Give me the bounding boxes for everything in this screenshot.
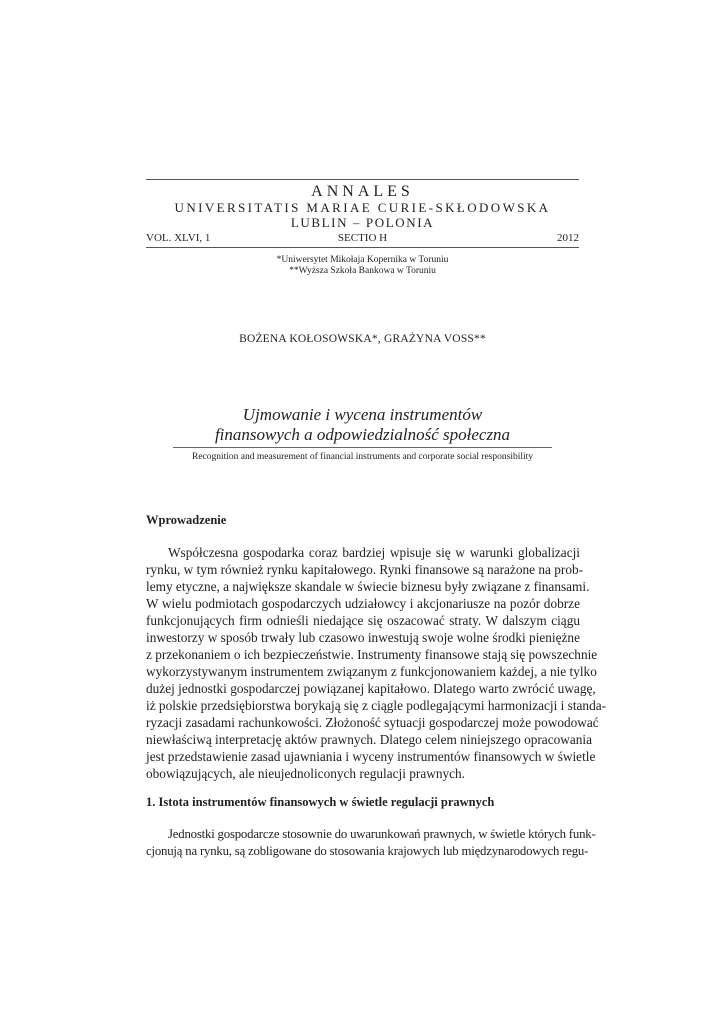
- intro-line: obowiązujących, ale nieujednoliconych regulacji prawnych.: [146, 766, 465, 781]
- intro-line: niewłaściwą interpretację aktów prawnych. Dlatego celem niniejszego opracowania: [146, 732, 592, 747]
- intro-line: z przekonaniem o ich bezpieczeństwie. Instrumenty finansowe stają się powszechnie: [146, 647, 598, 662]
- article-title-line-1: Ujmowanie i wycena instrumentów: [242, 405, 483, 424]
- intro-line: Współczesna gospodarka coraz bardziej wpisuje się w warunki globalizacji: [168, 545, 580, 560]
- affiliation-1: *Uniwersytet Mikołaja Kopernika w Toruniu: [276, 255, 449, 265]
- intro-line: rynku, w tym również rynku kapitałowego. Rynki finansowe są narażone na prob-: [146, 562, 584, 577]
- section-1-paragraph: [146, 826, 596, 860]
- affiliation-2: **Wyższa Szkoła Bankowa w Toruniu: [289, 266, 436, 276]
- authors: BOŻENA KOŁOSOWSKA*, GRAŻYNA VOSS**: [239, 333, 486, 345]
- header-bottom-rule: [146, 247, 579, 248]
- intro-paragraph: [146, 544, 607, 782]
- volume-label: VOL. XLVI, 1: [146, 232, 211, 244]
- year-label: 2012: [557, 232, 579, 244]
- intro-line: lemy etyczne, a największe skandale w świecie biznesu były związane z finansami.: [146, 579, 590, 594]
- intro-line: funkcjonujących firm odnieśli niedające się oszacować straty. W dalszym ciągu: [146, 613, 580, 628]
- english-title: Recognition and measurement of financial instruments and corporate social responsibility: [191, 452, 534, 462]
- intro-line: jest przedstawienie zasad ujawniania i wyceny instrumentów finansowych w świetle: [146, 749, 596, 764]
- intro-line: iż polskie przedsiębiorstwa borykają się z ciągle podlegającymi harmonizacji i standa-: [146, 698, 607, 713]
- title-rule: [173, 447, 552, 448]
- intro-line: wykorzystywanym instrumentem związanym z funkcjonowaniem każdej, a nie tylko: [146, 664, 597, 679]
- section-label: SECTIO H: [337, 232, 388, 244]
- intro-line: W wielu podmiotach gospodarczych udziałowcy i akcjonariusze na pozór dobrze: [146, 596, 580, 611]
- article-title-line-2: finansowych a odpowiedzialność społeczna: [214, 425, 511, 444]
- intro-line: dużej jednostki gospodarczej powiązanej kapitałowo. Dlatego warto zwrócić uwagę,: [146, 681, 596, 696]
- header-top-rule: [146, 179, 579, 180]
- journal-city: LUBLIN – POLONIA: [290, 215, 435, 230]
- university-name: UNIVERSITATIS MARIAE CURIE-SKŁODOWSKA: [174, 200, 551, 215]
- intro-heading: Wprowadzenie: [146, 513, 227, 527]
- journal-title: ANNALES: [311, 183, 414, 200]
- intro-line: inwestorzy w sposób trwały lub czasowo inwestują swoje wolne środki pieniężne: [146, 630, 580, 645]
- intro-line: ryzacji zasadami rachunkowości. Złożoność sytuacji gospodarczej może powodować: [146, 715, 599, 730]
- section-1-heading: 1. Istota instrumentów finansowych w świetle regulacji prawnych: [146, 795, 495, 809]
- section-1-line: Jednostki gospodarcze stosownie do uwarunkowań prawnych, w świetle których funk-: [168, 827, 596, 841]
- section-1-line: cjonują na rynku, są zobligowane do stosowania krajowych lub międzynarodowych regu-: [146, 844, 589, 858]
